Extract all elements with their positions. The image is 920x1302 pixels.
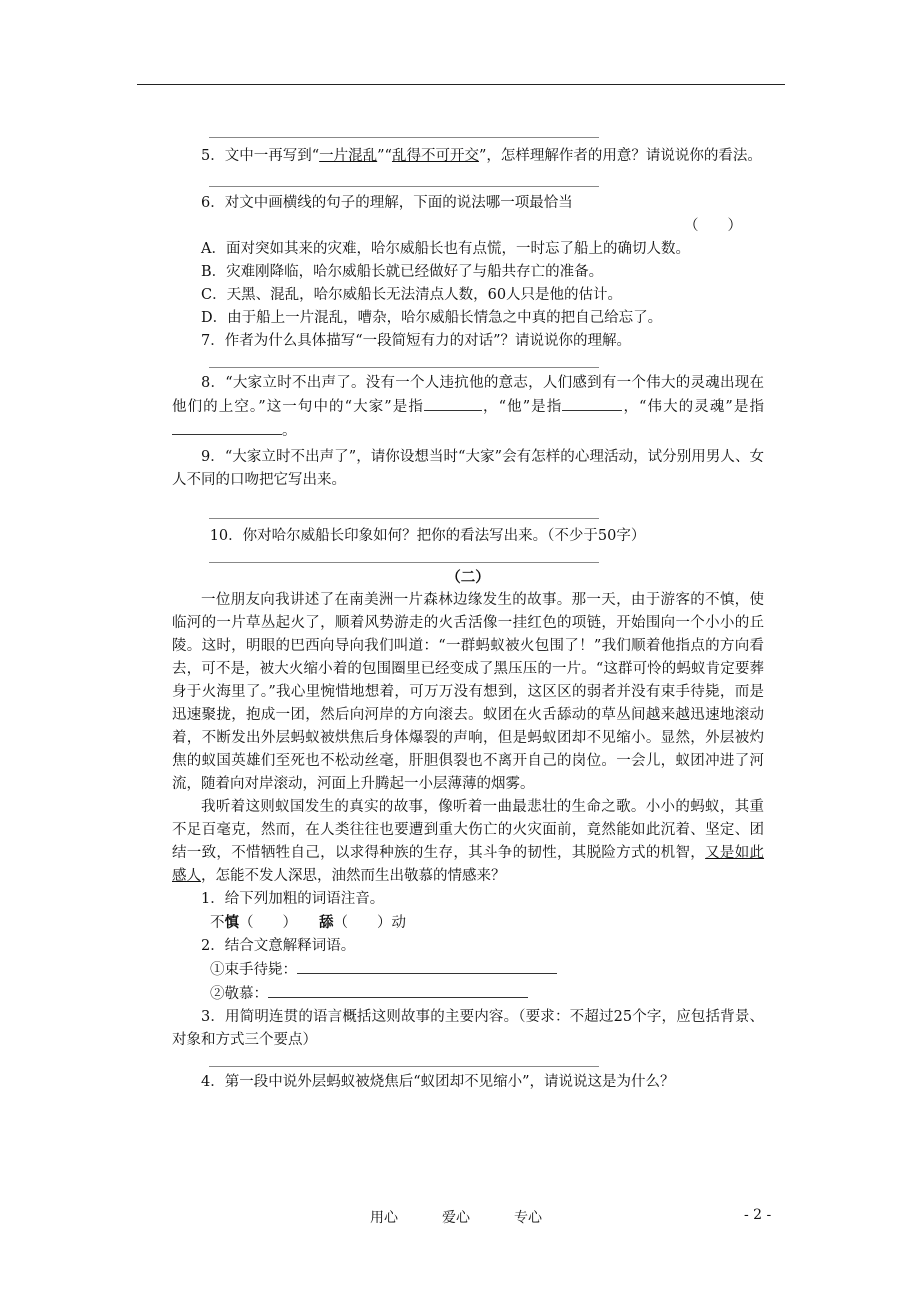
blank[interactable]	[268, 982, 528, 998]
blank[interactable]	[424, 395, 482, 411]
sub-question-3: 3．用简明连贯的语言概括这则故事的主要内容。（要求：不超过25个字，应包括背景、对象和方式三个要点）	[172, 1009, 764, 1048]
underlined-phrase: 又是如此感人	[172, 845, 765, 884]
pinyin-items: 不慎（ ） 舔（ ）动	[210, 914, 406, 931]
passage-paragraph-2: 我听着这则蚁国发生的真实的故事，像听着一曲最悲壮的生命之歌。小小的蚂蚁，其重不足百毫克，然而，在人类往往也要遭到重大伤亡的火灾面前，竟然能如此沉着、坚定、团结一致，不惜牺牲自己，以求得种族的生存，其斗争的韧性，其脱险方式的机智，又是如此感人，怎能不发人深思，油然而生出敬慕的情感来？	[172, 799, 765, 884]
answer-paren[interactable]: （ ）	[239, 915, 297, 931]
bold-word: 慎	[224, 914, 239, 931]
definition-2: ②敬慕：	[172, 982, 764, 1006]
blank[interactable]	[172, 419, 282, 435]
question-9: 9．“大家立时不出声了”，请你设想当时“大家”会有怎样的心理活动，试分别用男人、女人不同的口吻把它写出来。	[172, 449, 764, 488]
answer-paren[interactable]: （ ）	[333, 915, 392, 931]
question-8: 8．“大家立时不出声了。没有一个人违抗他的意志，人们感到有一个伟大的灵魂出现在他们的上空。”这一句中的“大家”是指 ，“他”是指 ，“伟大的灵魂”是指。	[172, 375, 764, 439]
definition-1: ①束手待毙：	[172, 958, 764, 982]
blank[interactable]	[562, 395, 622, 411]
header-rule	[137, 84, 785, 85]
question-7: 7．作者为什么具体描写“一段简短有力的对话”？请说说你的理解。	[201, 333, 632, 349]
question-10: 10．你对哈尔威船长印象如何？把你的看法写出来。（不少于50字）	[209, 528, 646, 544]
sub-question-4: 4．第一段中说外层蚂蚁被烧焦后“蚁团却不见缩小”，请说说这是为什么？	[201, 1074, 675, 1090]
bold-word: 舔	[319, 914, 334, 931]
footer-motto: 用心 爱心 专心	[370, 1210, 542, 1226]
question-6: 6．对文中画横线的句子的理解，下面的说法哪一项最恰当	[201, 195, 573, 211]
page-content	[172, 128, 764, 1094]
option-d: D．由于船上一片混乱，嘈杂，哈尔威船长情急之中真的把自己给忘了。	[201, 310, 663, 326]
blank[interactable]	[297, 958, 557, 974]
page-number: - 2 -	[744, 1207, 772, 1223]
passage-paragraph-1: 一位朋友向我讲述了在南美洲一片森林边缘发生的故事。那一天，由于游客的不慎，使临河的一片草丛起火了，顺着风势游走的火舌活像一挂红色的项链，开始围向一个小小的丘陵。这时，明眼的巴西向导向我们叫道：“一群蚂蚁被火包围了！”我们顺着他指点的方向看去，可不是，被大火缩小着的包围圈里已经变成了黑压压的一片。“这群可怜的蚂蚁肯定要葬身于火海里了。”我心里惋惜地想着，可万万没有想到，这区区的弱者并没有束手待毙，而是迅速聚拢，抱成一团，然后向河岸的方向滚去。蚁团在火舌舔动的草丛间越来越迅速地滚动着，不断发出外层蚂蚁被烘焦后身体爆裂的声响，但是蚂蚁团却不见缩小。显然，外层被灼焦的蚁国英雄们至死也不松动丝毫，肝胆俱裂也不离开自己的岗位。一会儿，蚁团冲进了河流，随着向对岸滚动，河面上升腾起一小层薄薄的烟雾。	[172, 592, 764, 792]
option-b: B．灾难刚降临，哈尔威船长就已经做好了与船共存亡的准备。	[201, 264, 604, 280]
question-5: 5．文中一再写到“一片混乱”“乱得不可开交”，怎样理解作者的用意？请说说你的看法。	[201, 148, 762, 164]
option-a: A．面对突如其来的灾难，哈尔威船长也有点慌，一时忘了船上的确切人数。	[201, 241, 690, 257]
sub-question-2: 2．结合文意解释词语。	[201, 938, 356, 954]
section-heading: （二）	[446, 569, 490, 586]
sub-question-1: 1．给下列加粗的词语注音。	[201, 891, 385, 907]
underlined-phrase: 一片混乱	[319, 148, 378, 164]
choice-paren[interactable]: （ ）	[684, 218, 742, 234]
option-c: C．天黑、混乱，哈尔威船长无法清点人数，60人只是他的估计。	[201, 287, 623, 303]
underlined-phrase: 乱得不可开交	[391, 148, 479, 164]
